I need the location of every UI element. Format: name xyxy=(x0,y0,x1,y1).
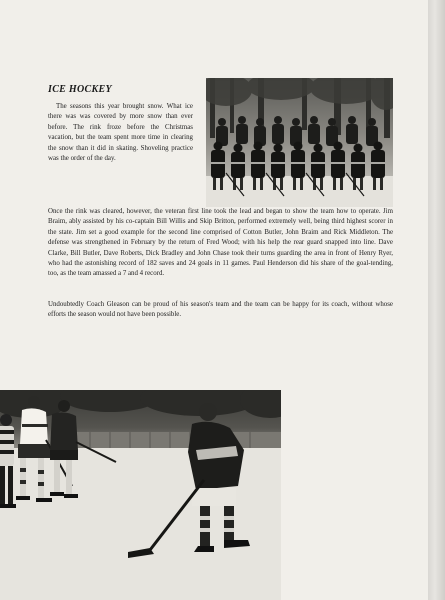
section-heading: ICE HOCKEY xyxy=(48,84,112,95)
paragraph-season: Once the rink was cleared, however, the veteran first line took the lead and began to show the team how to operate. Jim Braim, ably assisted by his co-captain Bill Willis and Skip Britton, performed extremely well, being third highest scorer in the state. Jim set a good example for the second line comprised of Cotton Butler, John Braim and Rick Middleton. The defense was strengthened in February by the return of Fred Wood; with his help the rear guard snapped into line. Dave Clarke, Bill Butler, Dave Roberts, Dick Bradley and John Chase took their turns guarding the area in front of Henry Ryer, who had the astonishing record of 182 saves and 24 goals in 11 games. Paul Henderson did his share of the goal-tending, too, as the team amassed a 7 and 4 record. xyxy=(48,208,393,278)
team-photo xyxy=(206,78,393,207)
action-photo xyxy=(0,390,281,600)
paragraph-intro: The seasons this year brought snow. What ice there was was covered by more snow than ever before. The rink froze before the Christmas vacation, but the team spent more time in clearing the snow than it did in skating. Shoveling practice was the order of the day. xyxy=(48,103,193,163)
page-edge xyxy=(428,0,445,600)
paragraph-closing: Undoubtedly Coach Gleason can be proud of his season's team and the team can be happy for its coach, without whose efforts the season would not have been possible. xyxy=(48,301,393,319)
